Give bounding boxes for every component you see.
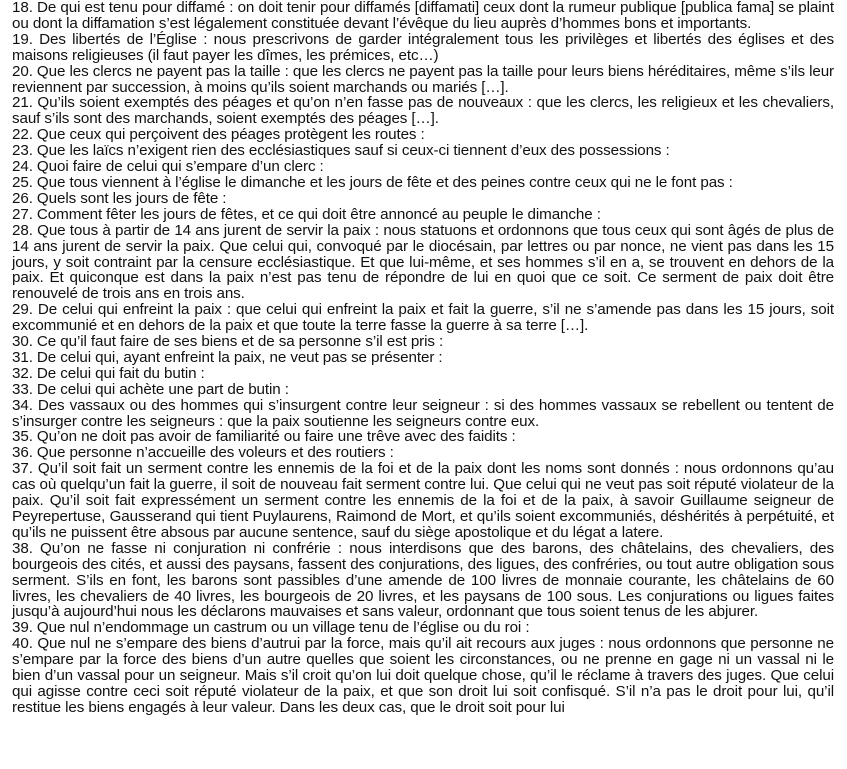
article-30: 30. Ce qu’il faut faire de ses biens et de sa personne s’il est pris : (12, 333, 444, 351)
article-34: 34. Des vassaux ou des hommes qui s’insurgent contre leur seigneur : si des hommes vassaux se rebellent ou tentent de s’insurger contre les seigneurs : que la paix soutienne les seigneurs contre eux. (12, 396, 834, 430)
article-22: 22. Que ceux qui perçoivent des péages protègent les routes : (12, 126, 425, 144)
article-38: 38. Qu’on ne fasse ni conjuration ni confrérie : nous interdisons que des barons, des châtelains, des chevaliers, des bourgeois des cités, et aussi des paysans, fassent des conjurations, des ligues, des confréries, ou tout autre obligation sous serment. S’ils en font, les barons sont passibles d’une amende de 100 livres de monnaie courante, les châtelains de 60 livres, les chevaliers de 40 livres, les bourgeois de 20 livres, et les paysans de 100 sous. Les conjurations ou ligues faites jusqu’à aujourd’hui nous les déclarons mauvaises et sans valeur, ordonnant que tous soient tenus de les abjurer. (12, 539, 834, 621)
article-18: 18. De qui est tenu pour diffamé : on doit tenir pour diffamés [diffamati] ceux dont la rumeur publique [publica fama] se plaint ou dont la diffamation s’est légalement constituée devant l’évêque du lieu auprès d’hommes bons et importants. (12, 0, 834, 32)
article-21: 21. Qu’ils soient exemptés des péages et qu’on n’en fasse pas de nouveaux : que les clercs, les religieux et les chevaliers, sauf s’ils sont des marchands, soient exemptés des péages […]. (12, 94, 834, 128)
article-23: 23. Que les laïcs n’exigent rien des ecclésiastiques sauf si ceux-ci tiennent d’eux des possessions : (12, 142, 670, 160)
article-28: 28. Que tous à partir de 14 ans jurent de servir la paix : nous statuons et ordonnons que tous ceux qui sont âgés de plus de 14 ans jurent de servir la paix. Que celui qui, convoqué par le diocésain, par lettres ou par nonce, ne vient pas dans les 15 jours, y soit contraint par la censure ecclésiastique. Et que lui-même, et ses hommes s’il en a, se trouvent en dehors de la paix. Et quiconque est dans la paix n’est pas tenu de répondre de lui en quoi que ce soit. Ce serment de paix doit être renouvelé de trois ans en trois ans. (12, 221, 834, 303)
article-29: 29. De celui qui enfreint la paix : que celui qui enfreint la paix et fait la guerre, s’il ne s’amende pas dans les 15 jours, soit excommunié et en dehors de la paix et que toute la terre fasse la guerre à sa terre […]. (12, 301, 834, 335)
document-body (12, 0, 834, 716)
article-40: 40. Que nul ne s’empare des biens d’autrui par la force, mais qu’il ait recours aux juges : nous ordonnons que personne ne s’empare par la force des biens d’un autre quelles que soient les circonstances, ou ne prenne en gage ni un vassal ni le bien d’un vassal pour un seigneur. Mais s’il croit qu’on lui doit quelque chose, qu’il le réclame à travers des juges. Que celui qui agisse contre ceci soit réputé violateur de la paix, et que son droit lui soit confisqué. S’il n’a pas le droit pour lui, qu’il restitue les biens engagés à leur valeur. Dans les deux cas, que le droit soit pour lui (12, 635, 834, 716)
article-27: 27. Comment fêter les jours de fêtes, et ce qui doit être annoncé au peuple le dimanche : (12, 205, 601, 223)
article-39: 39. Que nul n’endommage un castrum ou un village tenu de l’église ou du roi : (12, 619, 530, 637)
article-35: 35. Qu’on ne doit pas avoir de familiarité ou faire une trêve avec des faidits : (12, 428, 516, 446)
article-33: 33. De celui qui achète une part de butin : (12, 380, 289, 398)
article-24: 24. Quoi faire de celui qui s’empare d’un clerc : (12, 158, 324, 176)
article-31: 31. De celui qui, ayant enfreint la paix, ne veut pas se présenter : (12, 348, 443, 366)
article-37: 37. Qu’il soit fait un serment contre les ennemis de la foi et de la paix dont les noms sont donnés : nous ordonnons qu’au cas où quelqu’un fait la guerre, il soit de nouveau fait serment contre lui. Que celui qui ne veut pas soit réputé violateur de la paix. Qu’il soit fait expressément un serment contre les ennemis de la foi et de la paix, à savoir Guillaume seigneur de Peyrepertuse, Gausserand qui tient Puylaurens, Raimond de Mort, et qu’ils soient excommuniés, déshérités à perpétuité, et qu’ils ne puissent être absous par aucune sentence, sauf du siège apostolique et du légat a latere. (12, 460, 834, 541)
article-36: 36. Que personne n’accueille des voleurs et des routiers : (12, 444, 394, 462)
article-19: 19. Des libertés de l’Église : nous prescrivons de garder intégralement tous les privilèges et libertés des églises et des maisons religieuses (il faut payer les dîmes, les prémices, etc…) (12, 30, 834, 64)
article-25: 25. Que tous viennent à l’église le dimanche et les jours de fête et des peines contre ceux qui ne le font pas : (12, 173, 733, 191)
article-20: 20. Que les clercs ne payent pas la taille : que les clercs ne payent pas la taille pour leurs biens héréditaires, même s’ils leur reviennent par succession, à moins qu’ils soient marchands ou mariés […]. (12, 62, 834, 96)
article-32: 32. De celui qui fait du butin : (12, 364, 205, 382)
article-26: 26. Quels sont les jours de fête : (12, 189, 227, 207)
